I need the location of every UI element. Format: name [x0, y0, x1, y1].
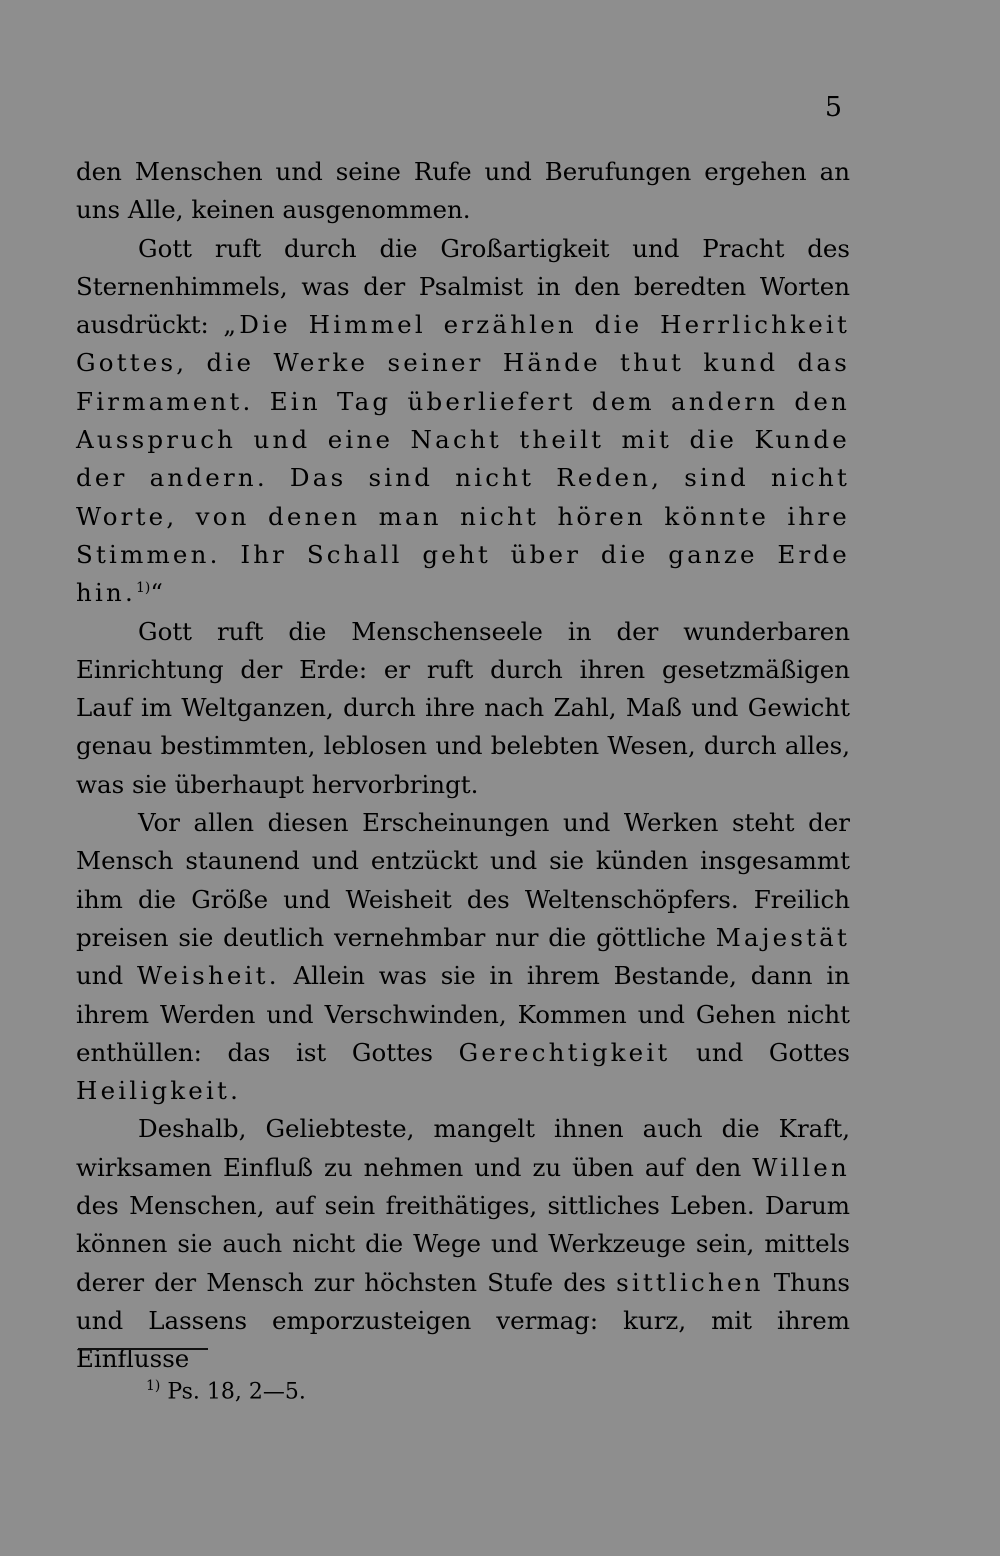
paragraph-3: [76, 613, 850, 804]
paragraph-5: [76, 1110, 850, 1378]
footnote-divider: [78, 1348, 208, 1350]
paragraph-5-text-c: Thuns und Lassens emporzusteigen vermag: kurz, mit ihrem Einflusse: [76, 1267, 851, 1374]
paragraph-4-text-d: und Gottes: [670, 1037, 850, 1067]
paragraph-4-text-c: Allein was sie in ihrem Bestande, dann in ihrem Werden und Verschwinden, Kommen und Gehen nicht enthüllen: das ist Gottes: [76, 961, 850, 1067]
paragraph-2: [76, 230, 850, 613]
paragraph-4-text-b: und: [76, 961, 138, 991]
paragraph-2-text: Gott ruft durch die Großartigkeit und Pracht des Sternenhimmels, was der Psalmist in den beredten Worten ausdrückt:: [76, 233, 850, 340]
emphasis-sittlichen: sittlichen: [616, 1267, 764, 1297]
emphasis-gerechtigkeit: Gerechtigkeit: [458, 1037, 671, 1067]
psalm-quote: „Die Himmel erzählen die Herrlichkeit Gottes, die Werke seiner Hände thut kund das Firmament. Ein Tag überliefert dem andern den Ausspruch und eine Nacht theilt mit die Kunde der andern. Das sind nicht Reden, sind nicht Worte, von denen man nicht hören könnte ihre Stimmen. Ihr Schall geht über die ganze Erde hin.: [76, 310, 850, 608]
paragraph-3-text: Gott ruft die Menschenseele in der wunderbaren Einrichtung der Erde: er ruft durch ihren gesetzmäßigen Lauf im Weltganzen, durch ihre nach Zahl, Maß und Gewicht genau bestimmten, leblosen und belebten Wesen, durch alles, was sie überhaupt hervorbringt.: [76, 616, 850, 799]
body-text: [76, 153, 850, 1379]
emphasis-willen: Willen: [752, 1152, 850, 1182]
page-number: 5: [824, 92, 842, 123]
footnote-reference: 1): [135, 580, 151, 597]
closing-quote-mark: “: [150, 578, 163, 608]
emphasis-weisheit: Weisheit.: [137, 961, 280, 991]
paragraph-4: [76, 804, 850, 1110]
emphasis-majestaet: Majestät: [715, 922, 850, 952]
footnote-text: Ps. 18, 2—5.: [167, 1379, 306, 1405]
paragraph-1-text: den Menschen und seine Rufe und Berufungen ergehen an uns Alle, keinen ausgenommen.: [76, 157, 850, 225]
paragraph-4-text-a: Vor allen diesen Erscheinungen und Werken steht der Mensch staunend und entzückt und sie künden insgesammt ihm die Größe und Weisheit des Weltenschöpfers. Freilich preisen sie deutlich vernehmbar nur die göttliche: [76, 808, 850, 952]
emphasis-heiligkeit: Heiligkeit.: [76, 1076, 242, 1106]
paragraph-5-text-b: des Menschen, auf sein freithätiges, sittliches Leben. Darum können sie auch nicht die Wege und Werkzeuge sein, mittels derer der Mensch zur höchsten Stufe des: [76, 1191, 850, 1297]
paragraph-1: [76, 153, 850, 230]
paragraph-5-text-a: Deshalb, Geliebteste, mangelt ihnen auch die Kraft, wirksamen Einfluß zu nehmen und zu üben auf den: [76, 1114, 850, 1182]
footnote-marker: 1): [146, 1378, 161, 1394]
footnote: [146, 1370, 306, 1408]
